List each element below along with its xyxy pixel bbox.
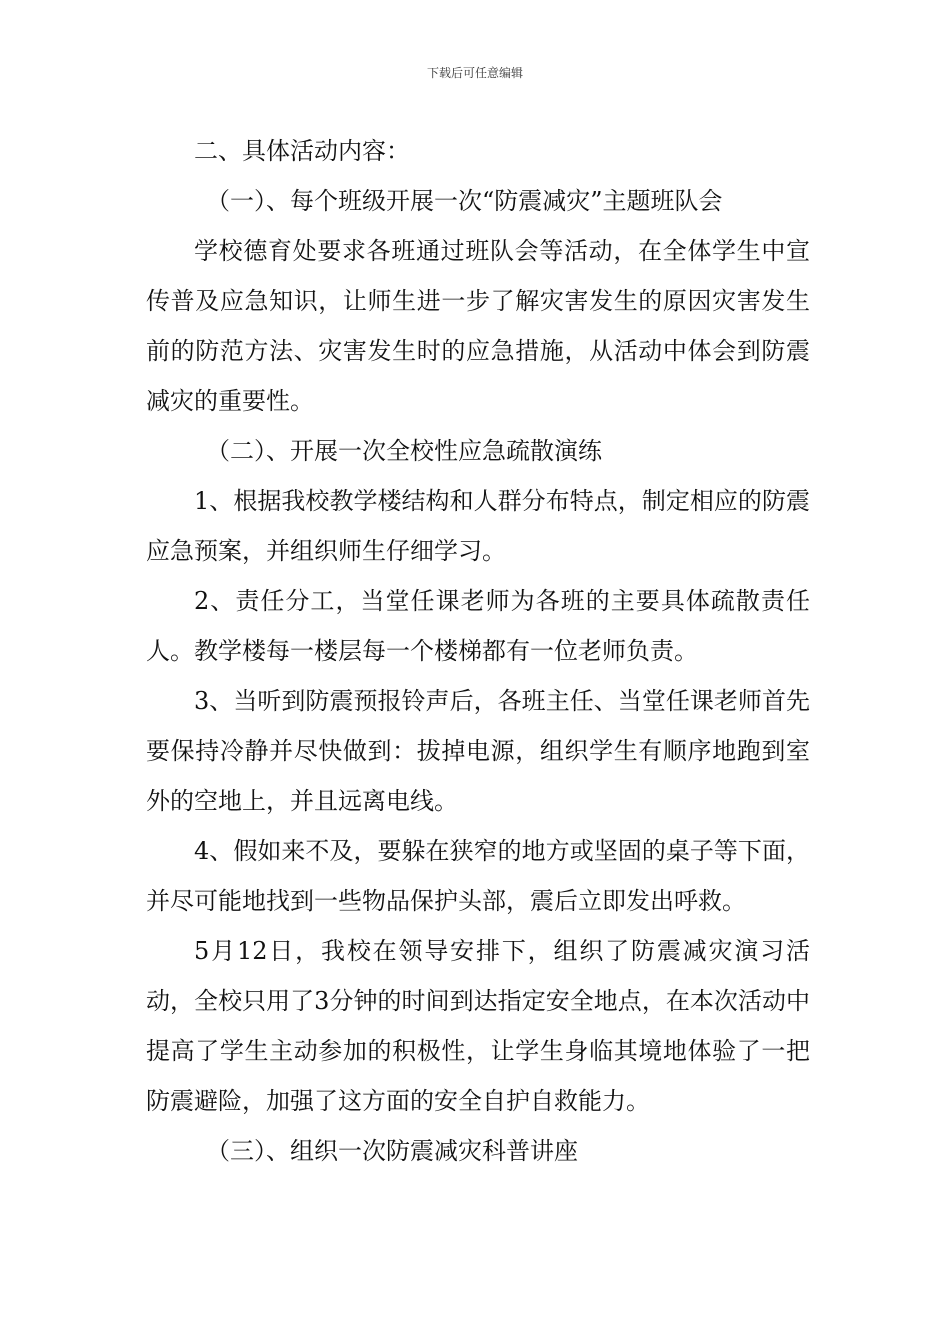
list-item: 1、根据我校教学楼结构和人群分布特点，制定相应的防震应急预案，并组织师生仔细学习。 <box>146 487 810 565</box>
section-heading: 二、具体活动内容： <box>194 137 410 165</box>
document-body <box>146 126 810 1176</box>
list-item: 2、责任分工，当堂任课老师为各班的主要具体疏散责任人。教学楼每一楼层每一个楼梯都有一位老师负责。 <box>146 587 810 665</box>
subsection-heading: （三）、组织一次防震减灾科普讲座 <box>206 1137 578 1165</box>
list-item: 3、当听到防震预报铃声后，各班主任、当堂任课老师首先要保持冷静并尽快做到：拔掉电源，组织学生有顺序地跑到室外的空地上，并且远离电线。 <box>146 687 810 815</box>
paragraph: 5月12日，我校在领导安排下，组织了防震减灾演习活动，全校只用了3分钟的时间到达指定安全地点，在本次活动中提高了学生主动参加的积极性，让学生身临其境地体验了一把防震避险，加强了这方面的安全自护自救能力。 <box>146 937 810 1115</box>
subsection-heading: （二）、开展一次全校性应急疏散演练 <box>206 437 602 465</box>
subsection-heading: （一）、每个班级开展一次“防震减灾”主题班队会 <box>206 187 723 215</box>
paragraph: 学校德育处要求各班通过班队会等活动，在全体学生中宣传普及应急知识，让师生进一步了解灾害发生的原因灾害发生前的防范方法、灾害发生时的应急措施，从活动中体会到防震减灾的重要性。 <box>146 237 810 415</box>
list-item: 4、假如来不及，要躲在狭窄的地方或坚固的桌子等下面，并尽可能地找到一些物品保护头部，震后立即发出呼救。 <box>146 837 810 915</box>
page-header: 下载后可任意编辑 <box>426 66 523 80</box>
